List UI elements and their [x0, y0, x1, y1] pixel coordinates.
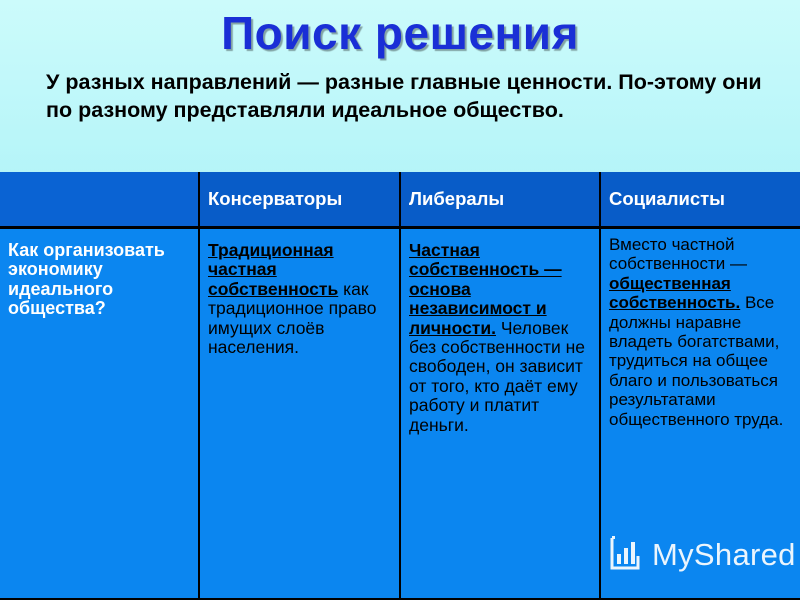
- column-header-socialists: Социалисты: [601, 172, 800, 229]
- table-header-empty: [0, 172, 200, 229]
- myshared-logo-icon: [606, 534, 644, 577]
- myshared-watermark: [606, 535, 796, 575]
- cell-liberals: [401, 229, 601, 600]
- liberals-emphasis: Частная собственность — основа независимост и личности.: [409, 240, 562, 338]
- row-label-economy: Как организовать экономику идеального общества?: [0, 229, 200, 600]
- socialists-text-before: Вместо частной собственности —: [609, 235, 748, 274]
- socialists-text-after: Все должны наравне владеть богатствами, трудиться на общее благо и пользоваться результатами общественного труда.: [609, 293, 784, 429]
- page-title: Поиск решения: [221, 7, 579, 59]
- page-subtitle: У разных направлений — разные главные ценности. По-этому они по разному представляли идеальное общество.: [46, 70, 762, 122]
- liberals-text: Человек без собственности не свободен, он зависит от того, кто даёт ему работу и платит деньги.: [409, 317, 586, 435]
- conservatives-emphasis: Традиционная частная собственность: [208, 240, 339, 299]
- socialists-emphasis: общественная собственность.: [609, 273, 741, 313]
- column-header-conservatives: Консерваторы: [200, 172, 401, 229]
- column-header-liberals: Либералы: [401, 172, 601, 229]
- cell-conservatives: [200, 229, 401, 600]
- watermark-text: MyShared: [652, 537, 796, 572]
- conservatives-text: как традиционное право имущих слоёв населения.: [208, 278, 377, 358]
